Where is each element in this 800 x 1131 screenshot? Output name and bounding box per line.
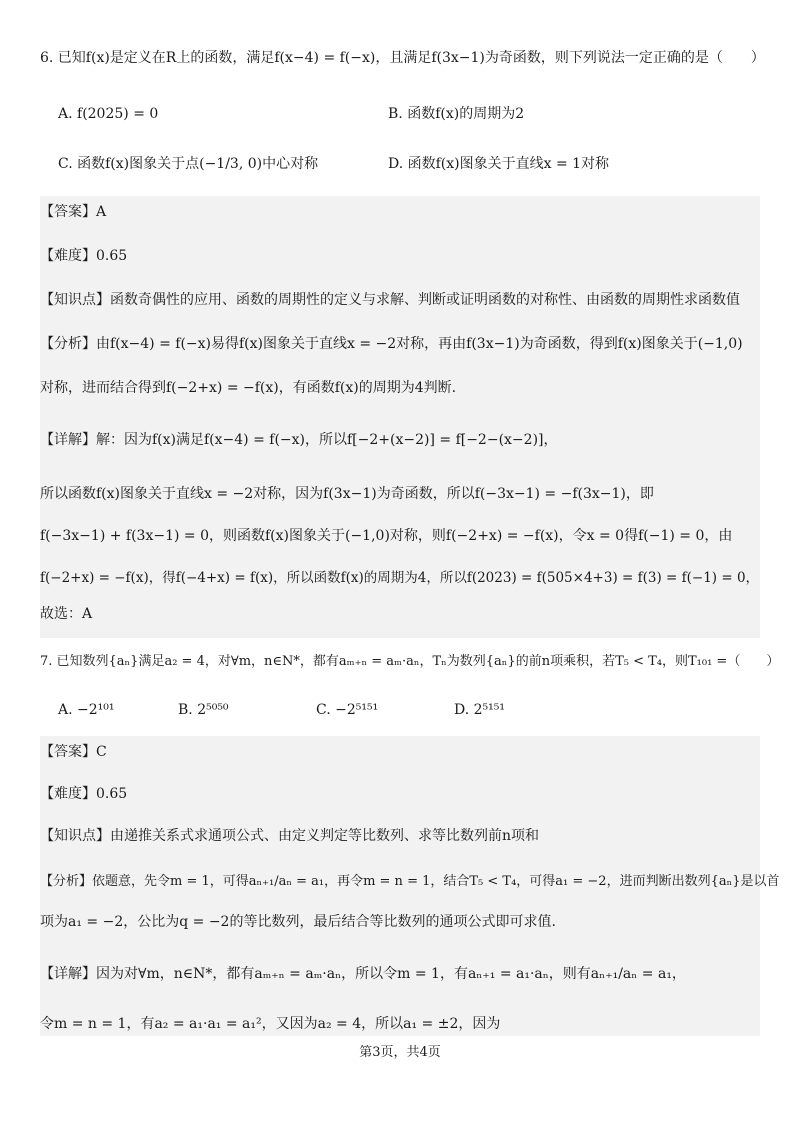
q6-option-b: B. 函数f(x)的周期为2 bbox=[388, 106, 525, 122]
q7-knowledge: 【知识点】由递推关系式求通项公式、由定义判定等比数列、求等比数列前n项和 bbox=[40, 828, 540, 844]
q7-difficulty: 【难度】0.65 bbox=[40, 786, 128, 802]
q6-detail-line5: 故选：A bbox=[40, 606, 93, 622]
q7-option-d: D. 2⁵¹⁵¹ bbox=[454, 702, 505, 718]
q6-option-d: D. 函数f(x)图象关于直线x = 1对称 bbox=[388, 156, 610, 172]
q6-detail-line2: 所以函数f(x)图象关于直线x = −2对称，因为f(3x−1)为奇函数，所以f(−3x−1) = −f(3x−1)，即 bbox=[40, 486, 654, 502]
q7-analysis-line1: 【分析】依题意，先令m = 1，可得aₙ₊₁/aₙ = a₁，再令m = n = 1，结合T₅ < T₄，可得a₁ = −2，进而判断出数列{aₙ}是以首 bbox=[40, 874, 780, 889]
q7-detail-line2: 令m = n = 1，有a₂ = a₁·a₁ = a₁²，又因为a₂ = 4，所以a₁ = ±2，因为 bbox=[40, 1016, 501, 1032]
q6-stem: 6. 已知f(x)是定义在R上的函数，满足f(x−4) = f(−x)，且满足f(3x−1)为奇函数，则下列说法一定正确的是（ ） bbox=[40, 50, 765, 66]
q6-detail-line1: 【详解】解：因为f(x)满足f(x−4) = f(−x)，所以f[−2+(x−2)] = f[−2−(x−2)]， bbox=[40, 432, 558, 448]
q6-option-a: A. f(2025) = 0 bbox=[58, 106, 159, 122]
q6-detail-line4: f(−2+x) = −f(x)，得f(−4+x) = f(x)，所以函数f(x)的周期为4，所以f(2023) = f(505×4+3) = f(3) = f(−1) = 0， bbox=[40, 570, 760, 586]
q7-analysis-line2: 项为a₁ = −2，公比为q = −2的等比数列，最后结合等比数列的通项公式即可求值. bbox=[40, 914, 556, 930]
q6-detail-line3: f(−3x−1) + f(3x−1) = 0，则函数f(x)图象关于(−1,0)对称，则f(−2+x) = −f(x)，令x = 0得f(−1) = 0，由 bbox=[40, 528, 733, 544]
q6-analysis-line2: 对称，进而结合得到f(−2+x) = −f(x)，有函数f(x)的周期为4判断. bbox=[40, 380, 457, 396]
q6-knowledge: 【知识点】函数奇偶性的应用、函数的周期性的定义与求解、判断或证明函数的对称性、由函数的周期性求函数值 bbox=[40, 292, 740, 308]
q7-stem: 7. 已知数列{aₙ}满足a₂ = 4，对∀m，n∈N*，都有aₘ₊ₙ = aₘ·aₙ，Tₙ为数列{aₙ}的前n项乘积，若T₅ < T₄，则T₁₀₁ =（ ） bbox=[40, 654, 780, 669]
q7-option-c: C. −2⁵¹⁵¹ bbox=[316, 702, 379, 718]
q6-difficulty: 【难度】0.65 bbox=[40, 248, 128, 264]
q7-detail-line1: 【详解】因为对∀m，n∈N*，都有aₘ₊ₙ = aₘ·aₙ，所以令m = 1，有aₙ₊₁ = a₁·aₙ，则有aₙ₊₁/aₙ = a₁， bbox=[40, 966, 686, 982]
q6-analysis-line1: 【分析】由f(x−4) = f(−x)易得f(x)图象关于直线x = −2对称，再由f(3x−1)为奇函数，得到f(x)图象关于(−1,0) bbox=[40, 336, 743, 352]
q6-option-c: C. 函数f(x)图象关于点(−1/3, 0)中心对称 bbox=[58, 156, 319, 172]
page-footer: 第3页，共4页 bbox=[359, 1045, 441, 1060]
q7-option-a: A. −2¹⁰¹ bbox=[58, 702, 115, 718]
q7-answer: 【答案】C bbox=[40, 744, 107, 760]
q6-answer: 【答案】A bbox=[40, 204, 107, 220]
q7-option-b: B. 2⁵⁰⁵⁰ bbox=[178, 702, 229, 718]
